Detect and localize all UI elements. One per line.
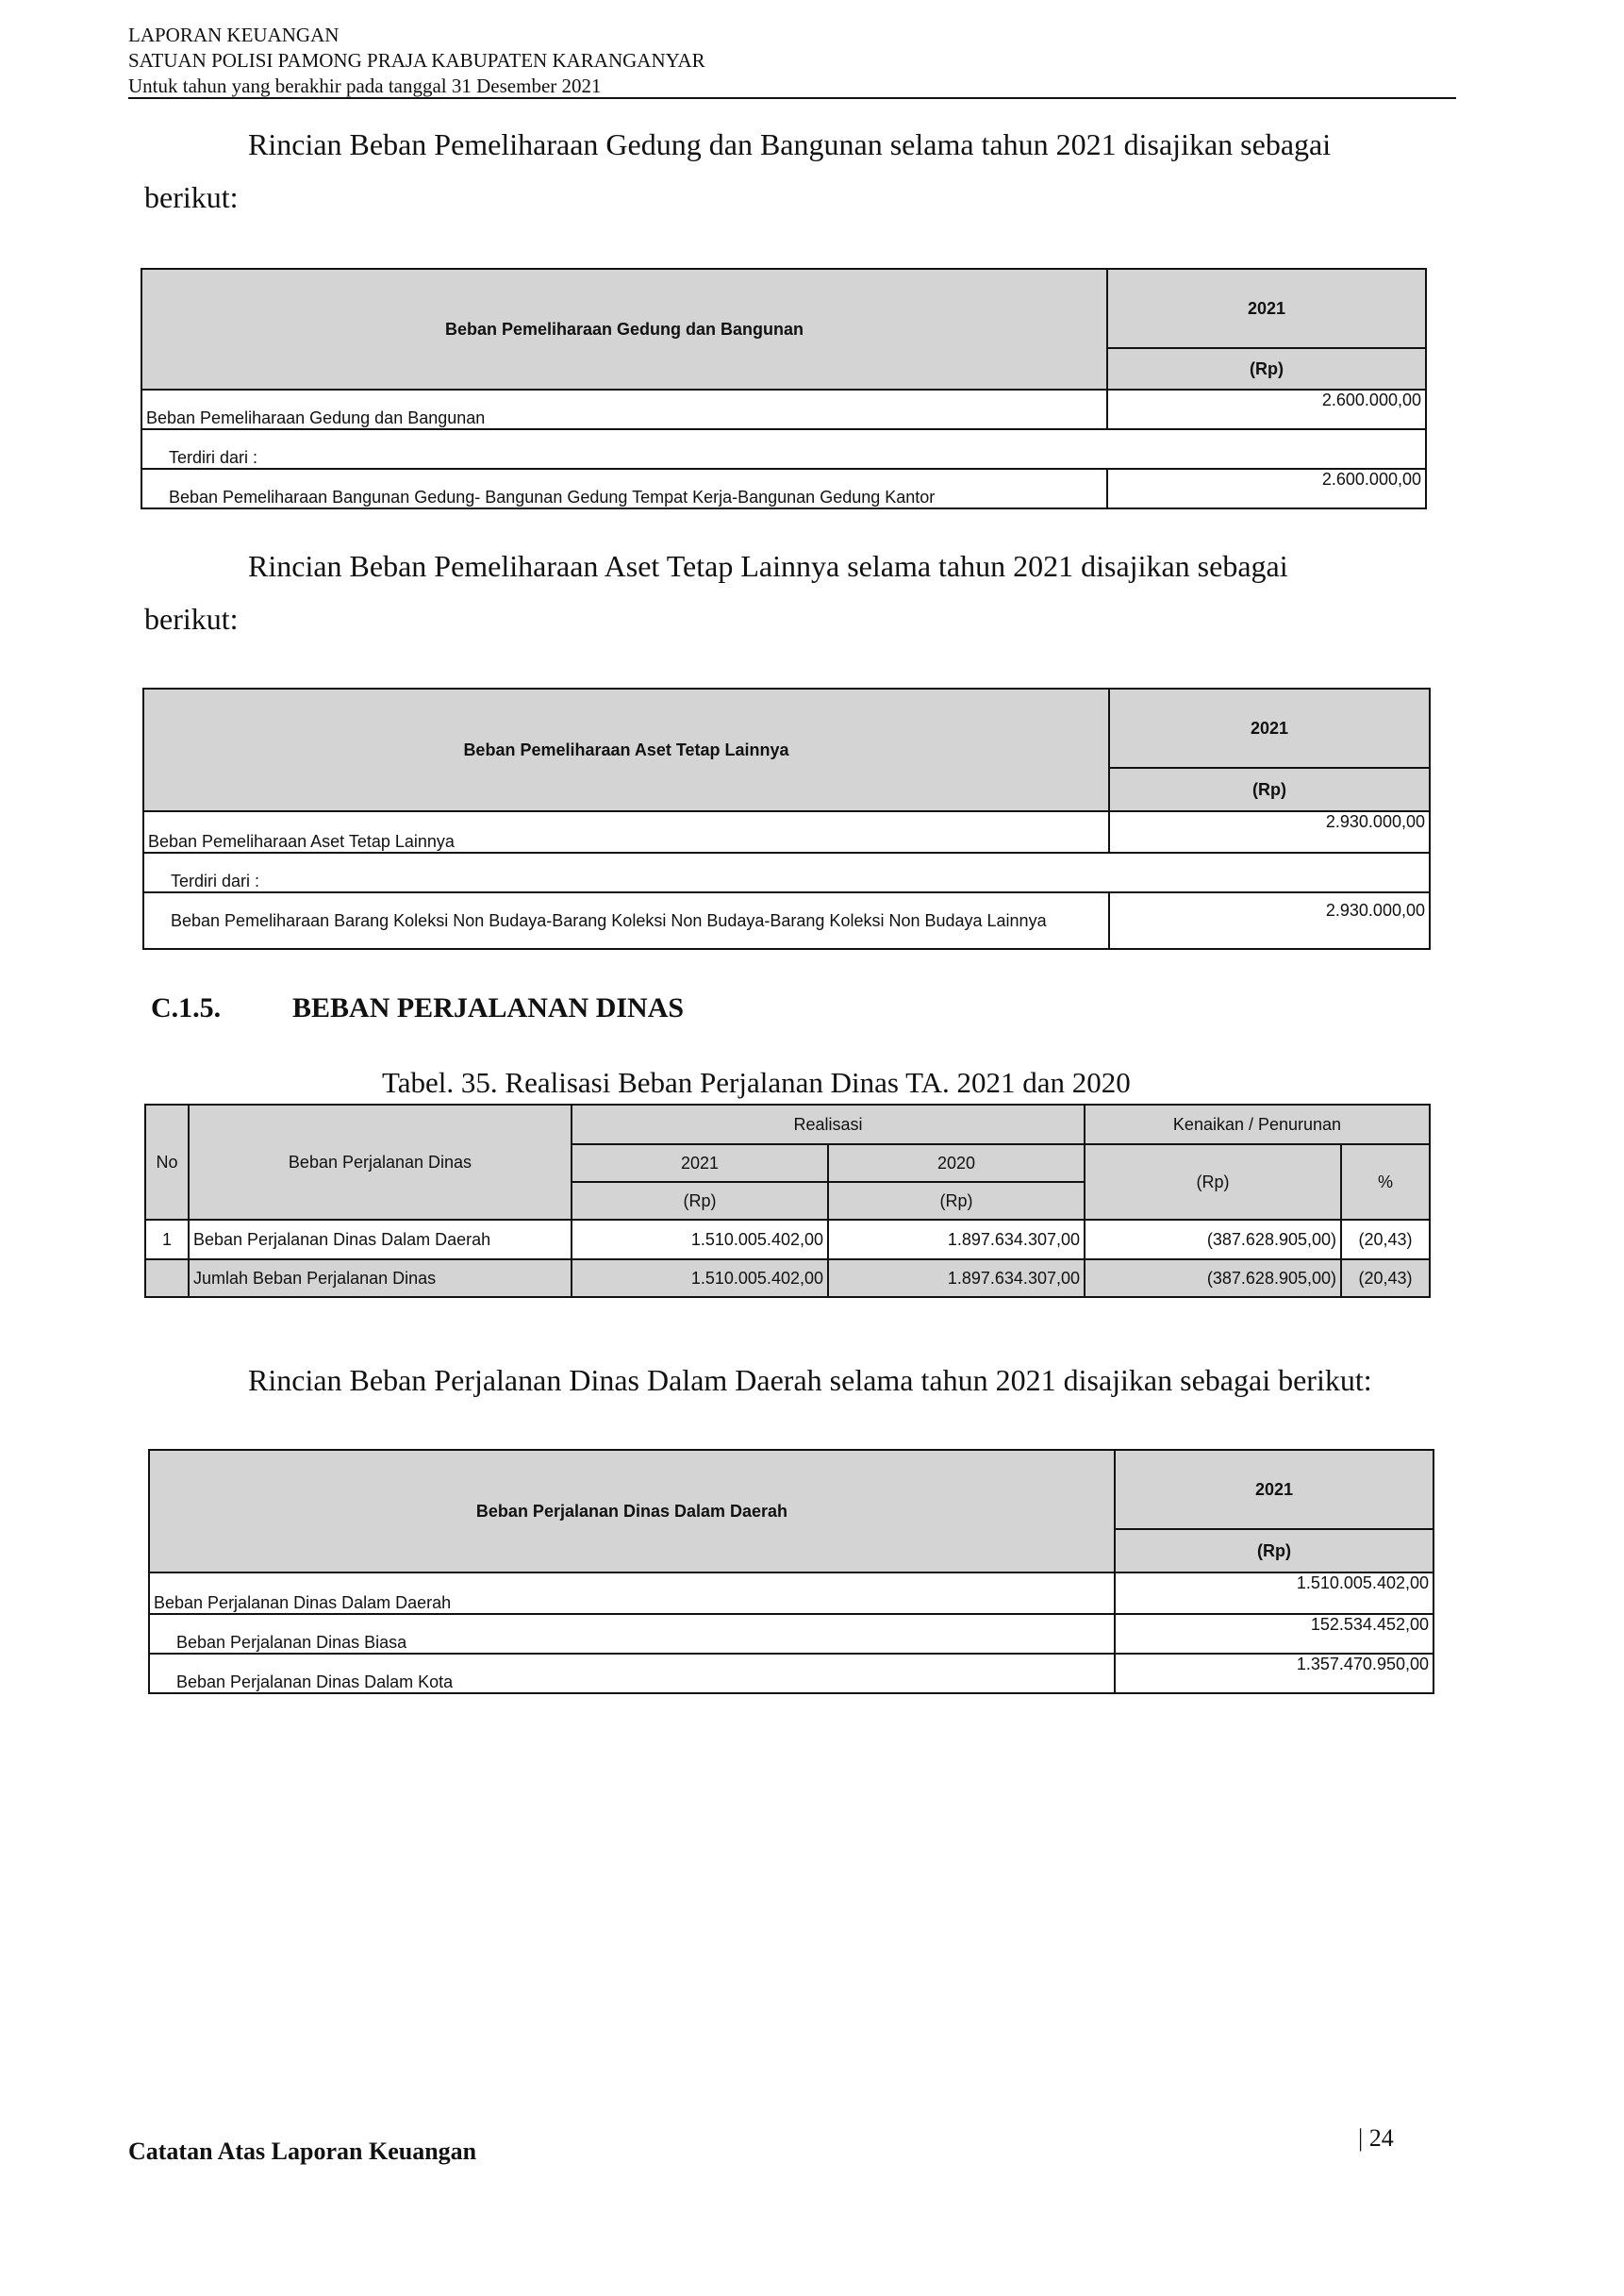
paragraph-line: berikut: [144, 180, 239, 214]
unit-header: (Rp) [1115, 1529, 1433, 1572]
row-label: Beban Pemeliharaan Barang Koleksi Non Budaya-Barang Koleksi Non Budaya-Barang Koleksi Non Budaya Lainnya [143, 892, 1109, 949]
section-title: BEBAN PERJALANAN DINAS [292, 992, 685, 1023]
total-no [145, 1259, 189, 1297]
row-percent: (20,43) [1341, 1220, 1430, 1259]
row-value: 2.930.000,00 [1109, 811, 1430, 853]
header-unit-2020: (Rp) [828, 1182, 1085, 1220]
total-percent: (20,43) [1341, 1259, 1430, 1297]
consists-of-label: Terdiri dari : [143, 853, 1430, 892]
intro-paragraph-other-assets [144, 540, 1419, 645]
page-number: | 24 [1358, 2124, 1394, 2152]
header-year-2020: 2020 [828, 1144, 1085, 1182]
section-code: C.1.5. [151, 992, 222, 1023]
header-year-2021: 2021 [572, 1144, 828, 1182]
header-label: Beban Perjalanan Dinas [189, 1105, 572, 1220]
year-header: 2021 [1115, 1450, 1433, 1529]
document-header [128, 23, 1456, 99]
header-diff-unit: (Rp) [1085, 1144, 1341, 1220]
row-label: Beban Pemeliharaan Aset Tetap Lainnya [143, 811, 1109, 853]
unit-header: (Rp) [1107, 348, 1426, 390]
row-value-2021: 1.510.005.402,00 [572, 1220, 828, 1259]
row-value: 2.600.000,00 [1107, 390, 1426, 429]
header-increase-decrease: Kenaikan / Penurunan [1085, 1105, 1430, 1144]
row-value: 1.357.470.950,00 [1115, 1654, 1433, 1693]
paragraph-line: Rincian Beban Pemeliharaan Gedung dan Bangunan selama tahun 2021 disajikan sebagai [248, 127, 1332, 161]
year-header: 2021 [1109, 689, 1430, 768]
row-label: Beban Perjalanan Dinas Dalam Daerah [149, 1572, 1115, 1614]
total-diff: (387.628.905,00) [1085, 1259, 1341, 1297]
table-caption: Tabel. 35. Realisasi Beban Perjalanan Dinas TA. 2021 dan 2020 [382, 1066, 1131, 1099]
header-period: Untuk tahun yang berakhir pada tanggal 31 Desember 2021 [128, 75, 602, 97]
row-label: Beban Perjalanan Dinas Dalam Kota [149, 1654, 1115, 1693]
regional-travel-table [148, 1449, 1434, 1694]
row-value: 2.600.000,00 [1107, 469, 1426, 508]
header-realization: Realisasi [572, 1105, 1085, 1144]
row-label: Beban Perjalanan Dinas Dalam Daerah [189, 1220, 572, 1259]
header-unit-2021: (Rp) [572, 1182, 828, 1220]
row-no: 1 [145, 1220, 189, 1259]
row-value: 2.930.000,00 [1109, 892, 1430, 949]
consists-of-label: Terdiri dari : [141, 429, 1426, 469]
row-value: 1.510.005.402,00 [1115, 1572, 1433, 1614]
row-diff: (387.628.905,00) [1085, 1220, 1341, 1259]
header-title: LAPORAN KEUANGAN [128, 24, 340, 46]
unit-header: (Rp) [1109, 768, 1430, 811]
paragraph-line: Rincian Beban Pemeliharaan Aset Tetap Lainnya selama tahun 2021 disajikan sebagai [248, 549, 1288, 583]
paragraph-line: berikut: [144, 602, 239, 636]
row-label: Beban Perjalanan Dinas Biasa [149, 1614, 1115, 1654]
year-header: 2021 [1107, 269, 1426, 348]
section-heading [151, 992, 684, 1024]
table-title-cell: Beban Pemeliharaan Gedung dan Bangunan [141, 269, 1107, 390]
header-divider [128, 97, 1456, 99]
building-maintenance-table [141, 268, 1427, 509]
table-row [145, 1220, 1430, 1259]
table-title-cell: Beban Pemeliharaan Aset Tetap Lainnya [143, 689, 1109, 811]
row-label: Beban Pemeliharaan Gedung dan Bangunan [141, 390, 1107, 429]
total-value-2021: 1.510.005.402,00 [572, 1259, 828, 1297]
footer-title: Catatan Atas Laporan Keuangan [128, 2138, 477, 2165]
travel-expense-realization-table [144, 1104, 1431, 1298]
header-percent: % [1341, 1144, 1430, 1220]
total-value-2020: 1.897.634.307,00 [828, 1259, 1085, 1297]
total-label: Jumlah Beban Perjalanan Dinas [189, 1259, 572, 1297]
table-title-cell: Beban Perjalanan Dinas Dalam Daerah [149, 1450, 1115, 1572]
total-row [145, 1259, 1430, 1297]
other-assets-maintenance-table [142, 688, 1431, 950]
header-organization: SATUAN POLISI PAMONG PRAJA KABUPATEN KARANGANYAR [128, 49, 705, 72]
row-value-2020: 1.897.634.307,00 [828, 1220, 1085, 1259]
row-value: 152.534.452,00 [1115, 1614, 1433, 1654]
row-label: Beban Pemeliharaan Bangunan Gedung- Bangunan Gedung Tempat Kerja-Bangunan Gedung Kantor [141, 469, 1107, 508]
intro-paragraph-regional-travel: Rincian Beban Perjalanan Dinas Dalam Daerah selama tahun 2021 disajikan sebagai berikut: [248, 1363, 1372, 1397]
intro-paragraph-building [144, 118, 1419, 224]
header-no: No [145, 1105, 189, 1220]
